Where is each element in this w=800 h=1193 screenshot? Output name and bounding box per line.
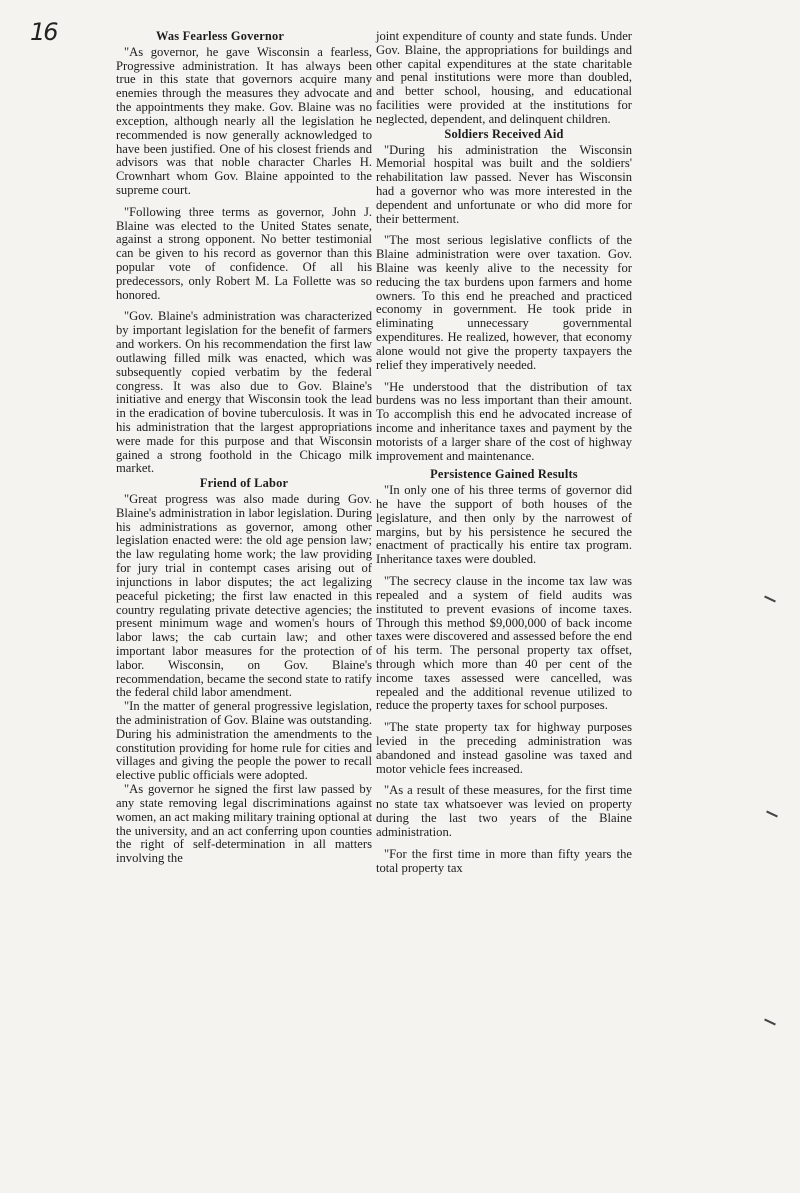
subheading: Persistence Gained Results xyxy=(430,467,578,482)
paragraph: "During his administration the Wisconsin Memorial hospital was built and the soldiers' rehabilitation law passed. Never has Wisconsin had a governor who was more interested in the dependent and unfortunate or who did more for their betterment. xyxy=(376,142,632,226)
article-column-right xyxy=(376,30,632,875)
paragraph: "The secrecy clause in the income tax law was repealed and a system of field audits was instituted to prevent evasions of income taxes. Through this method $9,000,000 of back income taxes were discovered and assessed before the end of his term. The personal property tax offset, through which more than 40 per cent of the income taxes assessed were cancelled, was repealed and the additional revenue utilized to reduce the property taxes for school purposes. xyxy=(376,574,632,713)
paragraph: "The most serious legislative conflicts of the Blaine administration were over taxation. Gov. Blaine was keenly alive to the necessity for reducing the tax burdens upon farmers and home owners. To this end he preached and practiced economy in government. He took pride in eliminating unnecessary governmental expenditures. He realized, however, that economy alone would not give the property taxpayers the relief they imperatively needed. xyxy=(376,233,632,372)
page-number: 16 xyxy=(30,18,57,46)
paragraph: "He understood that the distribution of tax burdens was no less important than their amount. To accomplish this end he advocated increase of income and inheritance taxes and payment by the motorists of a larger share of the cost of highway improvement and maintenance. xyxy=(376,379,632,463)
subheading: Was Fearless Governor xyxy=(156,29,285,43)
paragraph: "Great progress was also made during Gov. Blaine's administration in labor legislation. During his administrations as governor, among other legislation enacted were: the old age pension law; the law regulating home work; the law providing for jury trial in contempt cases arising out of injunctions in labor disputes; the act legalizing peaceful picketing; the first law enacted in this country regulating private detective agencies; the present minimum wage and women's hours of labor laws; the cab curtain law; and other important labor measures for the protection of labor. Wisconsin, on Gov. Blaine's recommendation, became the second state to ratify the federal child labor amendment. xyxy=(116,492,372,700)
paragraph: "The state property tax for highway purposes levied in the preceding administration was abandoned and instead gasoline was taxed and motor vehicle fees increased. xyxy=(376,720,632,776)
margin-mark xyxy=(764,596,776,603)
margin-mark xyxy=(764,1019,776,1026)
paragraph: "As governor, he gave Wisconsin a fearless, Progressive administration. It has always been true in this state that governors acquire many enemies through the measures they advocate and the appointments they make. Gov. Blaine was no exception, although nearly all the legislation he recommended is now generally acknowledged to have been justified. One of his closest friends and advisors was that noble character Charles H. Crownhart whom Gov. Blaine appointed to the supreme court. xyxy=(116,44,372,197)
paragraph: "For the first time in more than fifty years the total property tax xyxy=(376,846,632,875)
paragraph: "As a result of these measures, for the first time no state tax whatsoever was levied on property during the last two years of the Blaine administration. xyxy=(376,783,632,839)
paragraph: "In the matter of general progressive legislation, the administration of Gov. Blaine was outstanding. During his administration the amendments to the constitution providing for home rule for cities and villages and giving the people the power to recall elective public officials were adopted. xyxy=(116,699,372,783)
article-column-left xyxy=(116,30,372,866)
paragraph: "As governor he signed the first law passed by any state removing legal discriminations against women, an act making military training optional at the university, and an act conferring upon counties the right of self-determination in all matters involving the xyxy=(116,782,373,866)
subheading: Soldiers Received Aid xyxy=(444,126,564,141)
paragraph: "In only one of his three terms of governor did he have the support of both houses of the legislature, and then only by the narrowest of margins, but by his persistence he secured the enactment of practically his entire tax program. Inheritance taxes were doubled. xyxy=(376,483,632,567)
paragraph: joint expenditure of county and state funds. Under Gov. Blaine, the appropriations for buildings and other capital expenditures at the state charitable and penal institutions were more than doubled, and better school, housing, and educational facilities were provided at the institutions for neglected, dependent, and delinquent children. xyxy=(376,29,632,126)
margin-mark xyxy=(766,811,778,818)
subheading: Friend of Labor xyxy=(199,476,289,491)
paragraph: "Gov. Blaine's administration was characterized by important legislation for the benefit of farmers and workers. On his recommendation the first law outlawing filled milk was enacted, which was subsequently copied verbatim by the federal congress. It was also due to Gov. Blaine's initiative and energy that Wisconsin took the lead in the eradication of bovine tuberculosis. It was in his administration that the largest appropriations were made for this purpose and that Wisconsin gained a strong foothold in the Chicago milk market. xyxy=(116,309,372,476)
paragraph: "Following three terms as governor, John J. Blaine was elected to the United States senate, against a strong opponent. No better testimonial can be given to his record as governor than this popular vote of confidence. Of all his predecessors, only Robert M. La Follette was so honored. xyxy=(116,204,372,302)
